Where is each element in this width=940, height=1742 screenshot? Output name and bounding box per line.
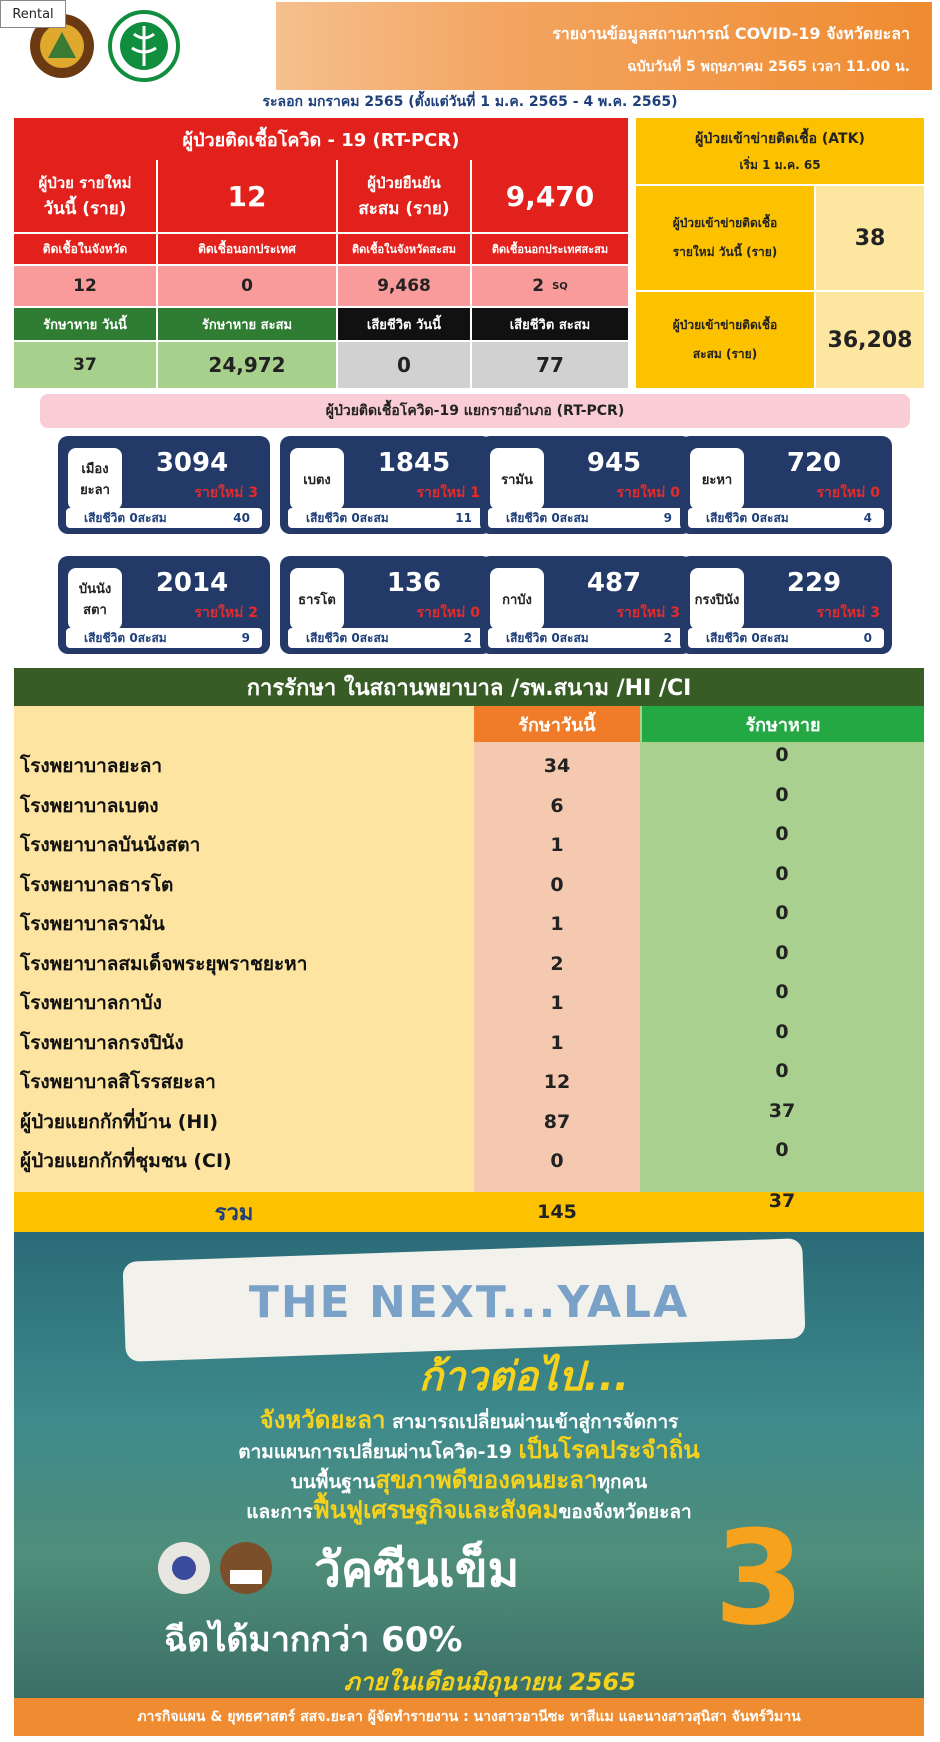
local-value: 12 <box>14 266 156 306</box>
district-new: รายใหม่ 3 <box>616 605 680 621</box>
district-cum-label: สะสม <box>359 630 389 645</box>
recovered-value: 37 <box>768 1099 796 1122</box>
district-new: รายใหม่ 2 <box>194 605 258 621</box>
facility-name: ผู้ป่วยแยกกักที่บ้าน (HI) <box>20 1110 219 1133</box>
atk-title-line1: ผู้ป่วยเข้าข่ายติดเชื้อ (ATK) <box>695 130 865 147</box>
district-death: 0 <box>351 510 360 525</box>
facility-name: โรงพยาบาลยะลา <box>20 755 163 777</box>
facility-name: โรงพยาบาลสมเด็จพระยุพราชยะหา <box>20 952 308 975</box>
atk-cum-label-line1: ผู้ป่วยเข้าข่ายติดเชื้อ <box>672 318 778 332</box>
poster-line-2-highlight: เป็นโรคประจำถิ่น <box>518 1436 700 1464</box>
district-death-label: เสียชีวิต <box>506 630 548 645</box>
district-new: รายใหม่ 0 <box>816 485 880 501</box>
facility-name: โรงพยาบาลเบตง <box>20 794 159 817</box>
abroad-cum-cell <box>472 266 628 306</box>
abroad-cum-label: ติดเชื้อนอกประเทศสะสม <box>472 234 628 264</box>
atk-cum-label <box>636 292 814 388</box>
col-header-recovered: รักษาหาย <box>642 706 924 742</box>
district-new: รายใหม่ 0 <box>416 605 480 621</box>
district-new: รายใหม่ 3 <box>816 605 880 621</box>
confirmed-label <box>338 160 470 232</box>
facility-name: โรงพยาบาลกรงปินัง <box>20 1031 184 1054</box>
district-footer <box>288 508 484 528</box>
facility-name: โรงพยาบาลสิโรรสยะลา <box>20 1071 216 1093</box>
recovered-today-label: รักษาหาย วันนี้ <box>14 308 156 340</box>
district-card-mueang-yala <box>58 436 270 534</box>
recovered-today-value: 37 <box>14 342 156 388</box>
district-cum: 2 <box>663 631 672 645</box>
total-label: รวม <box>214 1200 254 1226</box>
atk-title-line2: เริ่ม 1 ม.ค. 65 <box>739 157 821 172</box>
district-cum: 4 <box>863 511 872 525</box>
district-total: 1845 <box>377 448 451 478</box>
recovered-value: 0 <box>775 823 789 845</box>
col-header-today: รักษาวันนี้ <box>474 706 640 742</box>
vaccine-mascots-icon <box>154 1532 284 1602</box>
poster-line-4-text: และการ <box>246 1501 313 1523</box>
treatment-total-row <box>14 1192 924 1232</box>
facility-name: โรงพยาบาลรามัน <box>20 913 165 935</box>
district-death-label: เสียชีวิต <box>306 630 348 645</box>
vaccine-deadline: ภายในเดือนมิถุนายน 2565 <box>344 1668 636 1696</box>
district-total: 487 <box>586 568 642 598</box>
treating-today-value: 6 <box>550 794 564 817</box>
district-card-krong-pinang <box>680 556 892 654</box>
facility-name: โรงพยาบาลธารโต <box>20 873 174 896</box>
recovered-value: 0 <box>775 1020 789 1043</box>
district-new: รายใหม่ 0 <box>616 485 680 501</box>
treating-today-value: 34 <box>543 755 571 777</box>
poster-line-3-text: บนพื้นฐาน <box>290 1471 376 1493</box>
new-today-value: 12 <box>158 160 336 232</box>
district-total: 3094 <box>155 448 229 478</box>
rental-tag: Rental <box>0 0 66 28</box>
death-cum-label: เสียชีวิต สะสม <box>472 308 628 340</box>
abroad-label: ติดเชื้อนอกประเทศ <box>158 234 336 264</box>
district-new: รายใหม่ 3 <box>194 485 258 501</box>
treating-today-value: 2 <box>550 952 564 975</box>
district-death-label: เสียชีวิต <box>84 510 126 525</box>
new-today-label-line2: วันนี้ (ราย) <box>43 198 127 219</box>
table-row <box>14 1141 924 1181</box>
report-title: รายงานข้อมูลสถานการณ์ COVID-19 จังหวัดยะลา <box>552 24 910 43</box>
district-cum: 9 <box>663 511 672 525</box>
period-line: ระลอก มกราคม 2565 (ตั้งแต่วันที่ 1 ม.ค. 2565 - 4 พ.ค. 2565) <box>262 94 678 110</box>
district-name: ยะหา <box>690 448 744 510</box>
district-name: เบตง <box>290 448 344 510</box>
district-cum-label: สะสม <box>137 510 167 525</box>
district-cum: 11 <box>455 511 472 525</box>
district-name: เมือง ยะลา <box>68 448 122 510</box>
district-total: 2014 <box>155 568 229 598</box>
vaccine-number: 3 <box>714 1502 805 1654</box>
district-death-label: เสียชีวิต <box>84 630 126 645</box>
local-cum-value: 9,468 <box>338 266 470 306</box>
district-cum: 9 <box>241 631 250 645</box>
atk-new-label-line2: รายใหม่ วันนี้ (ราย) <box>672 245 778 259</box>
district-cum-label: สะสม <box>559 630 589 645</box>
confirmed-label-line1: ผู้ป่วยยืนยัน <box>367 173 441 192</box>
new-today-label-line1: ผู้ป่วย รายใหม่ <box>38 173 132 192</box>
recovered-value: 0 <box>775 1139 789 1161</box>
new-today-label <box>14 160 156 232</box>
recovered-cum-value: 24,972 <box>158 342 336 388</box>
treating-today-value: 87 <box>543 1110 571 1133</box>
atk-cum-label-line2: สะสม (ราย) <box>692 347 758 361</box>
district-death-label: เสียชีวิต <box>506 510 548 525</box>
district-death-label: เสียชีวิต <box>706 630 748 645</box>
poster-line-4-end: ของจังหวัดยะลา <box>558 1501 692 1523</box>
atk-new-label <box>636 186 814 290</box>
district-footer <box>288 628 484 648</box>
district-footer <box>688 508 884 528</box>
total-today: 145 <box>537 1201 577 1223</box>
treating-today-value: 1 <box>550 834 564 856</box>
recovered-value: 0 <box>775 981 789 1003</box>
vaccine-text: วัคซีนเข็ม <box>314 1542 520 1598</box>
district-footer <box>688 628 884 648</box>
abroad-cum-value: 2 <box>532 276 545 296</box>
treatment-title: การรักษา ในสถานพยาบาล /รพ.สนาม /HI /CI <box>14 668 924 706</box>
district-cum-label: สะสม <box>359 510 389 525</box>
confirmed-label-line2: สะสม (ราย) <box>358 198 450 219</box>
district-cum-label: สะสม <box>759 630 789 645</box>
district-card-kabang <box>480 556 692 654</box>
poster-headline: THE NEXT...YALA <box>248 1276 690 1328</box>
confirmed-value: 9,470 <box>472 160 628 232</box>
district-cum: 2 <box>463 631 472 645</box>
treating-today-value: 12 <box>543 1071 571 1093</box>
recovered-value: 0 <box>775 1060 789 1082</box>
district-cum-label: สะสม <box>137 630 167 645</box>
district-name: รามัน <box>490 448 544 510</box>
atk-title <box>636 118 924 184</box>
district-name: บันนัง สตา <box>68 568 122 630</box>
rtpcr-title: ผู้ป่วยติดเชื้อโควิด - 19 (RT-PCR) <box>14 118 628 160</box>
abroad-value: 0 <box>158 266 336 306</box>
poster-subhead: ก้าวต่อไป... <box>418 1354 630 1400</box>
death-today-value: 0 <box>338 342 470 388</box>
abroad-cum-suffix: SQ <box>552 280 568 292</box>
treating-today-value: 1 <box>550 913 564 935</box>
district-death: 0 <box>551 630 560 645</box>
district-death: 0 <box>351 630 360 645</box>
districts-title: ผู้ป่วยติดเชื้อโควิด-19 แยกรายอำเภอ (RT-PCR) <box>40 394 910 428</box>
district-total: 229 <box>786 568 842 598</box>
district-cum-label: สะสม <box>559 510 589 525</box>
facility-name: โรงพยาบาลบันนังสตา <box>20 834 201 856</box>
poster-line-1-text: สามารถเปลี่ยนผ่านเข้าสู่การจัดการ <box>385 1411 679 1433</box>
recovered-value: 0 <box>775 941 789 964</box>
atk-cum-value: 36,208 <box>816 292 924 388</box>
district-footer <box>488 628 684 648</box>
district-death: 0 <box>751 510 760 525</box>
footer-credits: ภารกิจแผน & ยุทธศาสตร์ สสจ.ยะลา ผู้จัดทำรายงาน : นางสาวอานีซะ หาสีแม และนางสาวสุนิสา จันทร์วิมาน <box>14 1698 924 1736</box>
treating-today-value: 1 <box>550 1031 564 1054</box>
local-label: ติดเชื้อในจังหวัด <box>14 234 156 264</box>
report-date: ฉบับวันที่ 5 พฤษภาคม 2565 เวลา 11.00 น. <box>627 59 910 75</box>
district-cum-label: สะสม <box>759 510 789 525</box>
district-name: กรงปินัง <box>690 568 744 630</box>
recovered-value: 0 <box>775 744 789 766</box>
atk-new-value: 38 <box>816 186 924 290</box>
district-death-label: เสียชีวิต <box>706 510 748 525</box>
poster-line-4-highlight: ฟื้นฟูเศรษฐกิจและสังคม <box>312 1496 559 1524</box>
district-total: 720 <box>786 448 842 478</box>
district-footer <box>66 628 262 648</box>
recovered-value: 0 <box>775 783 789 806</box>
atk-new-label-line1: ผู้ป่วยเข้าข่ายติดเชื้อ <box>672 216 778 230</box>
treating-today-value: 0 <box>550 873 564 896</box>
district-new: รายใหม่ 1 <box>416 485 480 501</box>
district-card-betong <box>280 436 492 534</box>
district-card-raman <box>480 436 692 534</box>
facility-name: โรงพยาบาลกาบัง <box>20 992 162 1014</box>
poster-line-3-highlight: สุขภาพดีของคนยะลา <box>375 1466 598 1494</box>
facility-name: ผู้ป่วยแยกกักที่ชุมชน (CI) <box>20 1150 232 1172</box>
district-death: 0 <box>129 510 138 525</box>
district-total: 136 <box>386 568 442 598</box>
district-footer <box>66 508 262 528</box>
district-card-than-to <box>280 556 492 654</box>
district-cum: 40 <box>233 511 250 525</box>
district-cum: 0 <box>863 631 872 645</box>
district-death: 0 <box>751 630 760 645</box>
district-total: 945 <box>586 448 642 478</box>
campaign-poster <box>14 1232 924 1698</box>
district-card-bannang-sata <box>58 556 270 654</box>
death-cum-value: 77 <box>472 342 628 388</box>
poster-line-1-highlight: จังหวัดยะลา <box>259 1406 386 1434</box>
recovered-value: 0 <box>775 862 789 885</box>
district-footer <box>488 508 684 528</box>
district-name: กาบัง <box>490 568 544 630</box>
poster-line-3-end: ทุกคน <box>597 1471 648 1493</box>
district-death: 0 <box>551 510 560 525</box>
district-death-label: เสียชีวิต <box>306 510 348 525</box>
district-name: ธารโต <box>290 568 344 630</box>
district-card-yaha <box>680 436 892 534</box>
treating-today-value: 1 <box>550 992 564 1014</box>
treating-today-value: 0 <box>550 1150 564 1172</box>
vaccine-target: ฉีดได้มากกว่า 60% <box>164 1620 463 1660</box>
local-cum-label: ติดเชื้อในจังหวัดสะสม <box>338 234 470 264</box>
total-recovered: 37 <box>768 1190 796 1212</box>
recovered-cum-label: รักษาหาย สะสม <box>158 308 336 340</box>
recovered-value: 0 <box>775 902 789 924</box>
death-today-label: เสียชีวิต วันนี้ <box>338 308 470 340</box>
district-death: 0 <box>129 630 138 645</box>
poster-line-2-text: ตามแผนการเปลี่ยนผ่านโควิด-19 <box>238 1441 519 1463</box>
